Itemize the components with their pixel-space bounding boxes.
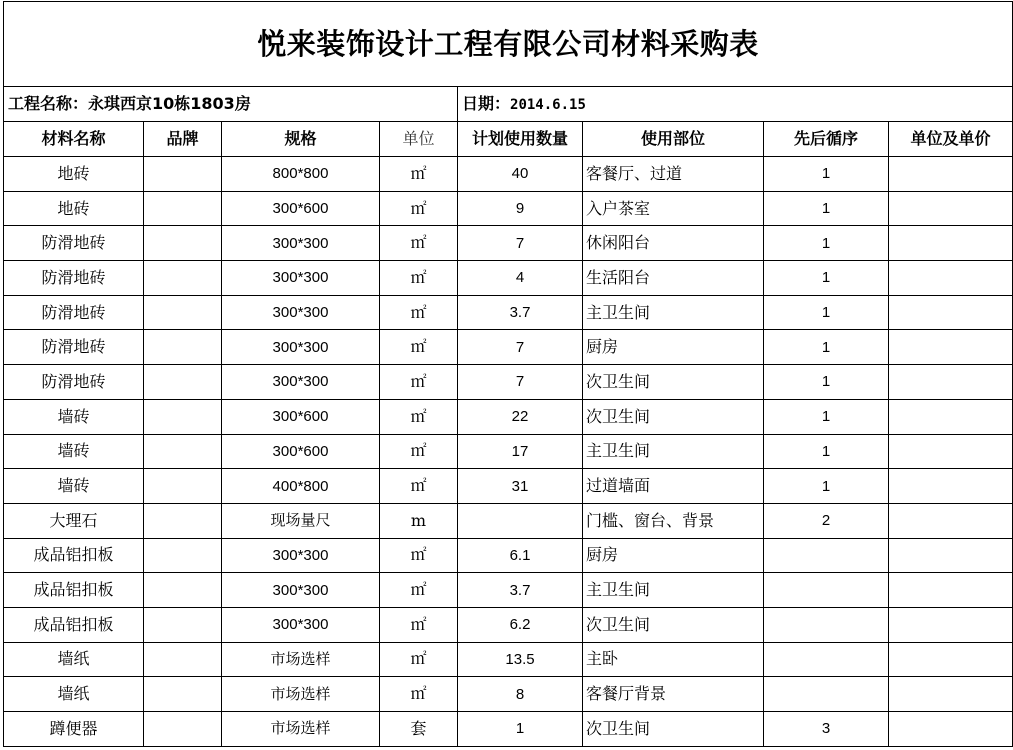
cell-unit: ㎡ [380,677,458,712]
cell-brand [144,157,222,192]
cell-material-name: 墙纸 [4,677,144,712]
col-header-brand: 品牌 [144,122,222,157]
cell-material-name: 防滑地砖 [4,295,144,330]
cell-quantity: 3.7 [458,295,583,330]
cell-location: 次卫生间 [583,607,764,642]
cell-quantity: 31 [458,469,583,504]
cell-location: 次卫生间 [583,399,764,434]
cell-order: 1 [764,157,889,192]
cell-brand [144,330,222,365]
cell-brand [144,365,222,400]
cell-price [889,191,1013,226]
cell-price [889,365,1013,400]
cell-location: 生活阳台 [583,261,764,296]
table-row [4,538,1013,573]
info-row [4,87,1013,122]
cell-material-name: 墙纸 [4,642,144,677]
cell-quantity: 3.7 [458,573,583,608]
cell-spec: 800*800 [222,157,380,192]
table-row [4,191,1013,226]
page-title: 悦来装饰设计工程有限公司材料采购表 [4,2,1013,87]
cell-order: 1 [764,261,889,296]
project-label: 工程名称： [8,94,89,113]
cell-price [889,261,1013,296]
col-header-location: 使用部位 [583,122,764,157]
cell-quantity: 1 [458,712,583,747]
cell-material-name: 成品铝扣板 [4,538,144,573]
cell-brand [144,261,222,296]
purchase-sheet [3,1,1012,749]
cell-unit: ㎡ [380,226,458,261]
cell-price [889,434,1013,469]
cell-order: 1 [764,365,889,400]
cell-spec: 市场选样 [222,677,380,712]
cell-spec: 市场选样 [222,712,380,747]
cell-brand [144,677,222,712]
cell-spec: 300*300 [222,226,380,261]
cell-price [889,642,1013,677]
cell-order [764,677,889,712]
cell-spec: 300*300 [222,261,380,296]
cell-location: 主卫生间 [583,573,764,608]
cell-material-name: 大理石 [4,503,144,538]
cell-order [764,642,889,677]
cell-location: 客餐厅、过道 [583,157,764,192]
cell-unit: ㎡ [380,642,458,677]
cell-material-name: 成品铝扣板 [4,573,144,608]
cell-order: 2 [764,503,889,538]
table-row [4,226,1013,261]
cell-price [889,573,1013,608]
cell-price [889,226,1013,261]
table-row [4,573,1013,608]
cell-unit: ㎡ [380,261,458,296]
cell-material-name: 防滑地砖 [4,226,144,261]
cell-brand [144,573,222,608]
cell-location: 主卫生间 [583,434,764,469]
cell-quantity: 22 [458,399,583,434]
cell-material-name: 墙砖 [4,434,144,469]
cell-price [889,295,1013,330]
cell-order [764,573,889,608]
cell-material-name: 防滑地砖 [4,365,144,400]
table-row [4,642,1013,677]
cell-unit: ㎡ [380,330,458,365]
table-row [4,295,1013,330]
cell-location: 休闲阳台 [583,226,764,261]
cell-quantity: 6.1 [458,538,583,573]
cell-brand [144,712,222,747]
table-row [4,434,1013,469]
col-header-name: 材料名称 [4,122,144,157]
cell-unit: m [380,503,458,538]
cell-unit: ㎡ [380,157,458,192]
cell-brand [144,226,222,261]
cell-order [764,607,889,642]
cell-order: 1 [764,434,889,469]
cell-spec: 300*300 [222,330,380,365]
cell-spec: 市场选样 [222,642,380,677]
project-info [4,87,458,122]
cell-brand [144,642,222,677]
cell-price [889,399,1013,434]
cell-unit: ㎡ [380,399,458,434]
cell-unit: ㎡ [380,191,458,226]
cell-brand [144,399,222,434]
cell-location: 厨房 [583,330,764,365]
cell-spec: 300*300 [222,295,380,330]
cell-location: 过道墙面 [583,469,764,504]
cell-material-name: 墙砖 [4,399,144,434]
cell-spec: 现场量尺 [222,503,380,538]
cell-material-name: 防滑地砖 [4,330,144,365]
cell-location: 入户茶室 [583,191,764,226]
cell-price [889,157,1013,192]
cell-order: 1 [764,469,889,504]
cell-location: 主卧 [583,642,764,677]
cell-price [889,712,1013,747]
table-row [4,365,1013,400]
cell-unit: ㎡ [380,607,458,642]
cell-quantity: 9 [458,191,583,226]
table-row [4,677,1013,712]
table-row [4,503,1013,538]
cell-unit: ㎡ [380,295,458,330]
cell-location: 主卫生间 [583,295,764,330]
cell-spec: 300*300 [222,365,380,400]
table-row [4,607,1013,642]
cell-spec: 400*800 [222,469,380,504]
cell-brand [144,607,222,642]
cell-unit: 套 [380,712,458,747]
col-header-unit: 单位 [380,122,458,157]
cell-quantity: 7 [458,365,583,400]
cell-unit: ㎡ [380,538,458,573]
cell-brand [144,434,222,469]
table-row [4,712,1013,747]
cell-material-name: 蹲便器 [4,712,144,747]
table-row [4,157,1013,192]
cell-unit: ㎡ [380,469,458,504]
cell-order [764,538,889,573]
cell-material-name: 地砖 [4,157,144,192]
cell-location: 次卫生间 [583,712,764,747]
cell-quantity: 7 [458,226,583,261]
cell-price [889,538,1013,573]
table-row [4,261,1013,296]
cell-price [889,469,1013,504]
cell-quantity: 17 [458,434,583,469]
cell-price [889,677,1013,712]
cell-spec: 300*300 [222,573,380,608]
col-header-order: 先后循序 [764,122,889,157]
cell-quantity: 8 [458,677,583,712]
cell-location: 厨房 [583,538,764,573]
cell-quantity: 6.2 [458,607,583,642]
header-row [4,122,1013,157]
cell-order: 1 [764,295,889,330]
cell-material-name: 防滑地砖 [4,261,144,296]
cell-location: 门槛、窗台、背景 [583,503,764,538]
cell-order: 1 [764,330,889,365]
cell-spec: 300*300 [222,538,380,573]
cell-spec: 300*600 [222,434,380,469]
date-value: 2014.6.15 [510,97,586,113]
cell-price [889,330,1013,365]
cell-brand [144,469,222,504]
project-value: 永琪西京10栋1803房 [88,94,251,113]
cell-brand [144,538,222,573]
date-info [458,87,1013,122]
cell-material-name: 地砖 [4,191,144,226]
cell-quantity [458,503,583,538]
cell-location: 客餐厅背景 [583,677,764,712]
cell-brand [144,191,222,226]
col-header-qty: 计划使用数量 [458,122,583,157]
table-row [4,330,1013,365]
table-row [4,469,1013,504]
cell-price [889,607,1013,642]
cell-material-name: 墙砖 [4,469,144,504]
cell-brand [144,295,222,330]
cell-price [889,503,1013,538]
col-header-spec: 规格 [222,122,380,157]
col-header-price: 单位及单价 [889,122,1013,157]
cell-spec: 300*600 [222,191,380,226]
cell-quantity: 40 [458,157,583,192]
cell-brand [144,503,222,538]
table-row [4,399,1013,434]
cell-quantity: 4 [458,261,583,296]
cell-unit: ㎡ [380,573,458,608]
cell-unit: ㎡ [380,365,458,400]
cell-unit: ㎡ [380,434,458,469]
cell-quantity: 13.5 [458,642,583,677]
cell-location: 次卫生间 [583,365,764,400]
cell-order: 1 [764,191,889,226]
cell-quantity: 7 [458,330,583,365]
cell-order: 1 [764,226,889,261]
cell-spec: 300*300 [222,607,380,642]
cell-order: 1 [764,399,889,434]
date-label: 日期： [462,94,511,113]
cell-order: 3 [764,712,889,747]
purchase-table [3,1,1013,747]
cell-spec: 300*600 [222,399,380,434]
cell-material-name: 成品铝扣板 [4,607,144,642]
